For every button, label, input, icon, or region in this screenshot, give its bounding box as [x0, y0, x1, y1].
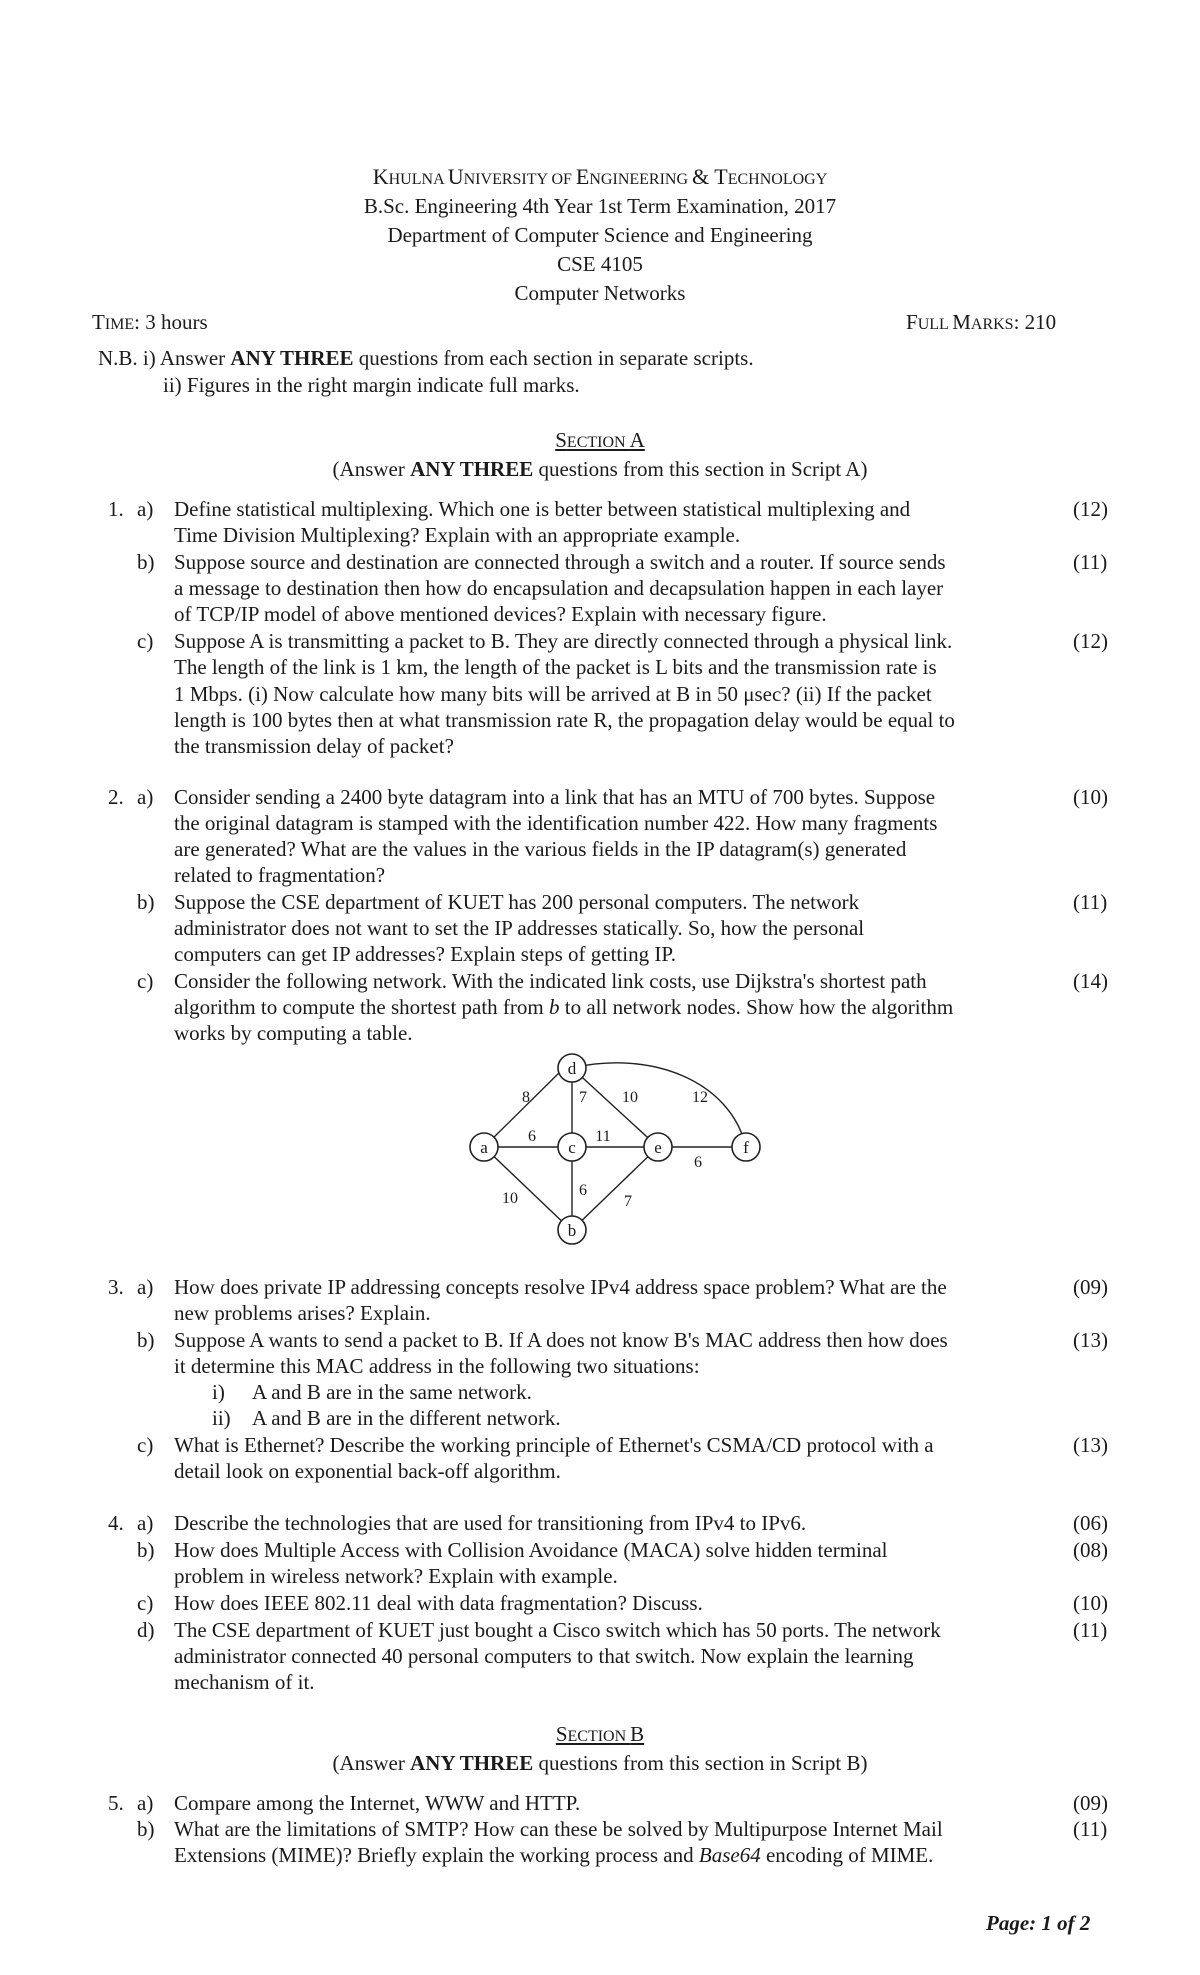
q1c-line-3: 1 Mbps. (i) Now calculate how many bits will be arrived at B in 50 μsec? (ii) If the packet	[174, 682, 932, 706]
q2a-line-3: are generated? What are the values in the various fields in the IP datagram(s) generated	[174, 837, 907, 861]
q4d-marks: (11)	[1073, 1618, 1108, 1642]
cost-c-b: 6	[579, 1182, 587, 1199]
q4a-line-1: Describe the technologies that are used for transitioning from IPv4 to IPv6.	[174, 1511, 807, 1535]
q3b-marks: (13)	[1073, 1328, 1108, 1352]
cost-a-c: 6	[528, 1128, 536, 1145]
cost-c-e: 11	[595, 1128, 611, 1145]
q5a-label: a)	[137, 1791, 154, 1815]
page-number: Page: 1 of 2	[986, 1911, 1091, 1935]
q1b-line-1: Suppose source and destination are connected through a switch and a router. If source sends	[174, 550, 946, 574]
q3b-line-2: it determine this MAC address in the following two situations:	[174, 1354, 700, 1378]
cost-e-b: 7	[624, 1193, 632, 1210]
course-title: Computer Networks	[514, 281, 686, 305]
q1b-label: b)	[137, 550, 155, 574]
exam-title: B.Sc. Engineering 4th Year 1st Term Examination, 2017	[363, 194, 837, 218]
section-b-title: SECTION B	[555, 1722, 645, 1746]
q3c-line-2: detail look on exponential back-off algorithm.	[174, 1459, 561, 1483]
course-code: CSE 4105	[557, 252, 643, 276]
nb-note-line2: ii) Figures in the right margin indicate full marks.	[163, 373, 580, 397]
edge-a-d	[484, 1068, 564, 1147]
edge-d-e	[572, 1068, 658, 1147]
q2a-line-1: Consider sending a 2400 byte datagram into a link that has an MTU of 700 bytes. Suppose	[174, 785, 936, 809]
q4b-line-2: problem in wireless network? Explain with example.	[174, 1564, 618, 1588]
q1a-line-2: Time Division Multiplexing? Explain with an appropriate example.	[174, 523, 741, 547]
q4d-line-1: The CSE department of KUET just bought a Cisco switch which has 50 ports. The network	[174, 1618, 941, 1642]
node-c-label: c	[568, 1138, 576, 1157]
q2c-label: c)	[137, 969, 154, 993]
q2b-label: b)	[137, 890, 155, 914]
q5b-line-2: Extensions (MIME)? Briefly explain the working process and Base64 encoding of MIME.	[174, 1843, 934, 1867]
q5b-marks: (11)	[1073, 1817, 1108, 1841]
q2c-line-1: Consider the following network. With the indicated link costs, use Dijkstra's shortest path	[174, 969, 927, 993]
question-2-number: 2.	[108, 785, 124, 809]
q4d-label: d)	[137, 1618, 155, 1642]
q1b-line-2: a message to destination then how do encapsulation and decapsulation happen in each layer	[174, 576, 944, 600]
q4b-label: b)	[137, 1538, 155, 1562]
section-a-title: SECTION A	[555, 428, 645, 452]
node-a-label: a	[480, 1138, 488, 1157]
q4d-line-2: administrator connected 40 personal computers to that switch. Now explain the learning	[174, 1644, 914, 1668]
question-5-number: 5.	[108, 1791, 124, 1815]
q2a-label: a)	[137, 785, 154, 809]
q1a-marks: (12)	[1073, 497, 1108, 521]
q2b-line-2: administrator does not want to set the IP addresses statically. So, how the personal	[174, 916, 865, 940]
q1c-line-4: length is 100 bytes then at what transmission rate R, the propagation delay would be equal to	[174, 708, 955, 732]
q4d-line-3: mechanism of it.	[174, 1670, 315, 1694]
q4a-marks: (06)	[1073, 1511, 1108, 1535]
q3c-marks: (13)	[1073, 1433, 1108, 1457]
question-3-number: 3.	[108, 1275, 124, 1299]
q2b-marks: (11)	[1073, 890, 1108, 914]
q4a-label: a)	[137, 1511, 154, 1535]
edge-a-b	[484, 1147, 571, 1230]
q1b-marks: (11)	[1073, 550, 1108, 574]
q3b-line-1: Suppose A wants to send a packet to B. If A does not know B's MAC address then how does	[174, 1328, 948, 1352]
q2a-line-2: the original datagram is stamped with the identification number 422. How many fragments	[174, 811, 938, 835]
q2c-line-2: algorithm to compute the shortest path from b to all network nodes. Show how the algorithm	[174, 995, 954, 1019]
q3c-label: c)	[137, 1433, 154, 1457]
cost-d-e: 10	[622, 1089, 638, 1106]
q4c-marks: (10)	[1073, 1591, 1108, 1615]
section-b-instruction: (Answer ANY THREE questions from this section in Script B)	[332, 1751, 868, 1775]
cost-e-f: 6	[694, 1154, 702, 1171]
q4c-line-1: How does IEEE 802.11 deal with data fragmentation? Discuss.	[174, 1591, 703, 1615]
q3a-label: a)	[137, 1275, 154, 1299]
q1b-line-3: of TCP/IP model of above mentioned devices? Explain with necessary figure.	[174, 602, 827, 626]
question-1-number: 1.	[108, 497, 124, 521]
department-title: Department of Computer Science and Engineering	[387, 223, 813, 247]
q4c-label: c)	[137, 1591, 154, 1615]
q5a-line-1: Compare among the Internet, WWW and HTTP.	[174, 1791, 581, 1815]
q3b-i-label: i)	[212, 1380, 225, 1404]
cost-d-f: 12	[692, 1089, 708, 1106]
q1c-line-5: the transmission delay of packet?	[174, 734, 454, 758]
q3b-ii-text: A and B are in the different network.	[252, 1406, 561, 1430]
q2c-marks: (14)	[1073, 969, 1108, 993]
q3a-marks: (09)	[1073, 1275, 1108, 1299]
node-f-label: f	[743, 1138, 749, 1157]
q1a-label: a)	[137, 497, 154, 521]
q3a-line-2: new problems arises? Explain.	[174, 1301, 431, 1325]
question-4-number: 4.	[108, 1511, 124, 1535]
network-graph	[450, 1040, 770, 1260]
q3b-i-text: A and B are in the same network.	[252, 1380, 532, 1404]
q1c-marks: (12)	[1073, 629, 1108, 653]
nb-note-line1: N.B. i) Answer ANY THREE questions from each section in separate scripts.	[98, 346, 754, 370]
node-e-label: e	[654, 1138, 662, 1157]
q5b-label: b)	[137, 1817, 155, 1841]
q1a-line-1: Define statistical multiplexing. Which one is better between statistical multiplexing and	[174, 497, 911, 521]
q2a-line-4: related to fragmentation?	[174, 863, 386, 887]
node-d-label: d	[567, 1059, 577, 1078]
q1c-line-1: Suppose A is transmitting a packet to B. They are directly connected through a physical link.	[174, 629, 953, 653]
q2c-line-3: works by computing a table.	[174, 1021, 413, 1045]
q4b-line-1: How does Multiple Access with Collision Avoidance (MACA) solve hidden terminal	[174, 1538, 888, 1562]
cost-c-d: 7	[579, 1089, 587, 1106]
q1c-line-2: The length of the link is 1 km, the length of the packet is L bits and the transmission rate is	[174, 655, 937, 679]
time-label: TIME: 3 hours	[92, 310, 208, 334]
q3a-line-1: How does private IP addressing concepts resolve IPv4 address space problem? What are the	[174, 1275, 947, 1299]
q2a-marks: (10)	[1073, 785, 1108, 809]
q3b-label: b)	[137, 1328, 155, 1352]
university-name: KHULNA UNIVERSITY OF ENGINEERING & TECHNOLOGY	[372, 164, 828, 189]
section-a-instruction: (Answer ANY THREE questions from this section in Script A)	[332, 457, 868, 481]
q2b-line-1: Suppose the CSE department of KUET has 200 personal computers. The network	[174, 890, 860, 914]
cost-a-b: 10	[502, 1190, 518, 1207]
node-b-label: b	[567, 1221, 577, 1240]
q5a-marks: (09)	[1073, 1791, 1108, 1815]
q4b-marks: (08)	[1073, 1538, 1108, 1562]
q3c-line-1: What is Ethernet? Describe the working principle of Ethernet's CSMA/CD protocol with a	[174, 1433, 934, 1457]
q1c-label: c)	[137, 629, 154, 653]
cost-a-d: 8	[522, 1089, 530, 1106]
q5b-line-1: What are the limitations of SMTP? How can these be solved by Multipurpose Internet Mail	[174, 1817, 943, 1841]
q3b-ii-label: ii)	[212, 1406, 231, 1430]
q2b-line-3: computers can get IP addresses? Explain steps of getting IP.	[174, 942, 676, 966]
full-marks-label: FULL MARKS: 210	[906, 310, 1057, 334]
